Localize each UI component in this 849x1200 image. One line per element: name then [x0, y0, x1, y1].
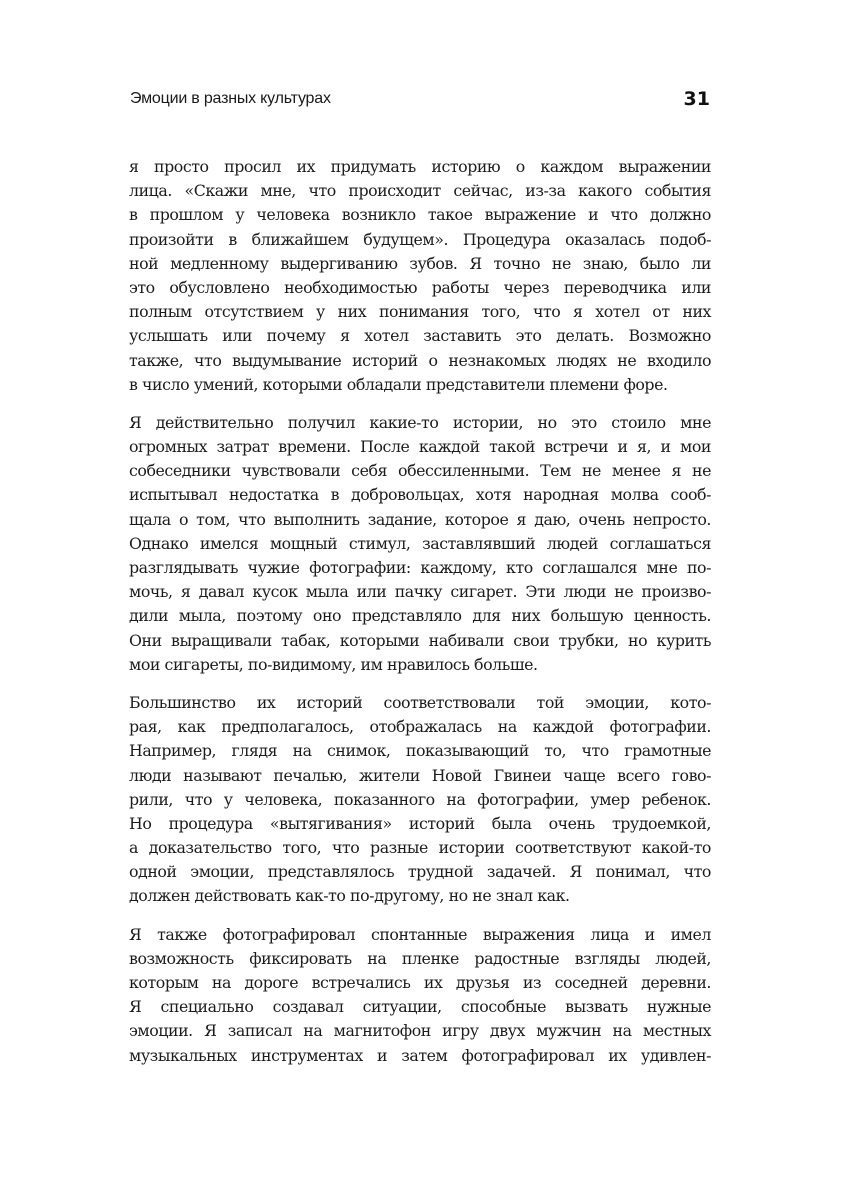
- text-line: мочь, я давал кусок мыла или пачку сигарет. Эти люди не произво-: [129, 582, 711, 602]
- text-line: возможность фиксировать на пленке радостные взгляды людей,: [129, 948, 711, 968]
- chapter-title: Эмоции в разных культурах: [130, 90, 331, 107]
- text-line: рая, как предполагалось, отображалась на каждой фотографии.: [129, 717, 711, 737]
- text-line: Они выращивали табак, которыми набивали свои трубки, но курить: [129, 630, 711, 650]
- text-line: ной медленному выдергиванию зубов. Я точно не знаю, было ли: [129, 253, 711, 273]
- text-line: Например, глядя на снимок, показывающий то, что грамотные: [129, 741, 711, 761]
- text-line: произойти в ближайшем будущем». Процедура оказалась подоб-: [129, 229, 711, 249]
- text-line: полным отсутствием у них понимания того, что я хотел от них: [129, 302, 711, 322]
- text-line: лица. «Скажи мне, что происходит сейчас, из-за какого события: [129, 181, 711, 201]
- paragraph: [129, 411, 711, 677]
- text-line: в число умений, которыми обладали представители племени форе.: [129, 374, 668, 394]
- text-line: разглядывать чужие фотографии: каждому, кто соглашался мне по-: [129, 558, 711, 577]
- running-header: [130, 88, 710, 112]
- page-number: 31: [683, 88, 710, 110]
- text-line: я просто просил их придумать историю о каждом выражении: [129, 157, 711, 176]
- text-line: эмоции. Я записал на магнитофон игру двух мужчин на местных: [129, 1021, 711, 1041]
- paragraph: [129, 155, 711, 397]
- text-line: Большинство их историй соответствовали той эмоции, кото-: [129, 692, 711, 712]
- text-line: музыкальных инструментах и затем фотографировал их удивлен-: [129, 1045, 711, 1065]
- text-line: собеседники чувствовали себя обессиленными. Тем не менее я не: [129, 461, 711, 481]
- text-line: люди называют печалью, жители Новой Гвинеи чаще всего гово-: [129, 765, 711, 785]
- text-line: в прошлом у человека возникло такое выражение и что должно: [129, 205, 711, 225]
- text-line: Однако имелся мощный стимул, заставлявший людей соглашаться: [129, 533, 711, 553]
- paragraph: [129, 923, 711, 1068]
- text-line: Я специально создавал ситуации, способные вызвать нужные: [129, 997, 711, 1017]
- text-line: которым на дороге встречались их друзья из соседней деревни.: [129, 973, 711, 992]
- text-line: огромных затрат времени. После каждой такой встречи и я, и мои: [129, 437, 711, 457]
- text-line: а доказательство того, что разные истории соответствуют какой-то: [129, 838, 711, 858]
- body-text: [129, 155, 711, 1082]
- text-line: также, что выдумывание историй о незнакомых людях не входило: [129, 350, 711, 370]
- text-line: должен действовать как-то по-другому, но не знал как.: [129, 886, 570, 906]
- text-line: мои сигареты, по-видимому, им нравилось больше.: [129, 654, 538, 674]
- text-line: испытывал недостатка в добровольцах, хотя народная молва сооб-: [129, 485, 711, 505]
- text-line: услышать или почему я хотел заставить это делать. Возможно: [129, 326, 711, 346]
- text-line: Но процедура «вытягивания» историй была очень трудоемкой,: [129, 813, 711, 833]
- text-line: дили мыла, поэтому оно представляло для них большую ценность.: [129, 606, 711, 626]
- text-line: Я также фотографировал спонтанные выражения лица и имел: [129, 924, 711, 944]
- text-line: рили, что у человека, показанного на фотографии, умер ребенок.: [129, 789, 711, 809]
- text-line: Я действительно получил какие-то истории, но это стоило мне: [129, 412, 711, 432]
- text-line: щала о том, что выполнить задание, которое я даю, очень непросто.: [129, 509, 711, 529]
- text-line: одной эмоции, представлялось трудной задачей. Я понимал, что: [129, 862, 711, 882]
- text-line: это обусловлено необходимостью работы через переводчика или: [129, 277, 711, 297]
- paragraph: [129, 691, 711, 909]
